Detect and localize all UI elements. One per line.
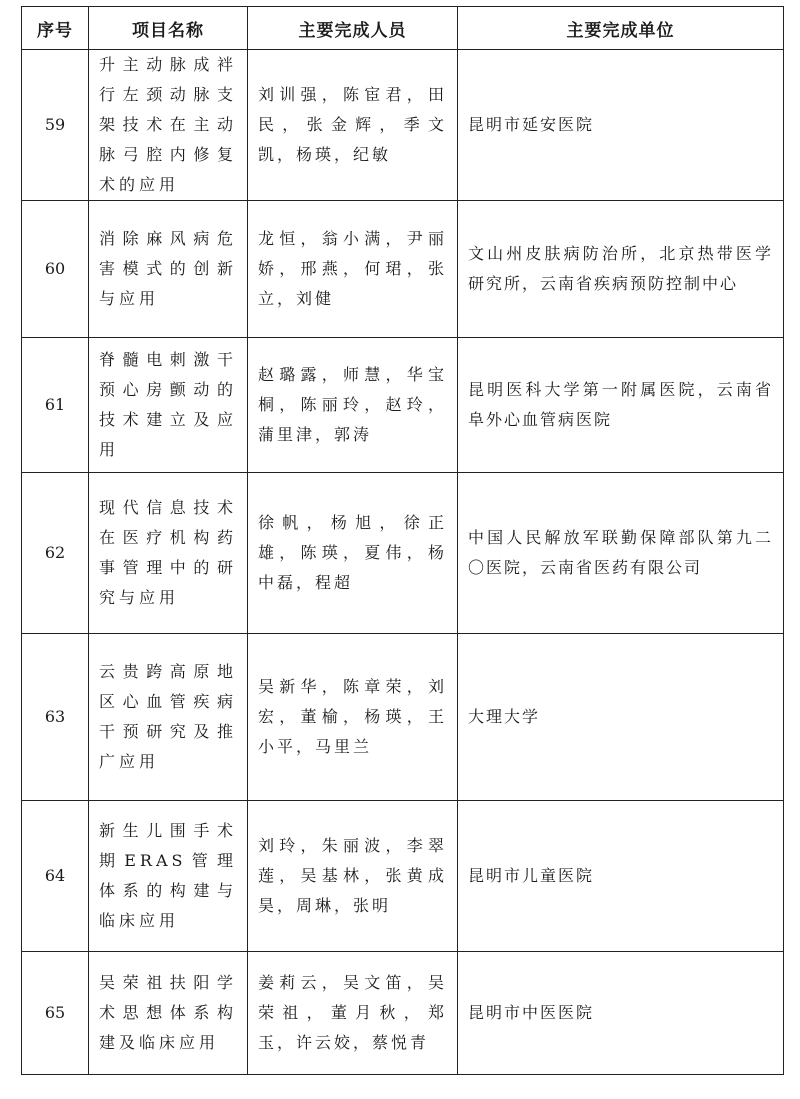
row-project-name: 新生儿围手术期ERAS管理体系的构建与临床应用: [89, 801, 248, 952]
row-seq: 62: [22, 473, 89, 634]
row-project-name: 现代信息技术在医疗机构药事管理中的研究与应用: [89, 473, 248, 634]
row-people: 徐帆，杨旭，徐正雄，陈瑛，夏伟，杨中磊，程超: [248, 473, 458, 634]
row-project-name: 升主动脉成袢行左颈动脉支架技术在主动脉弓腔内修复术的应用: [89, 50, 248, 201]
table-row: [22, 473, 784, 634]
table-row: [22, 801, 784, 952]
row-project-name: 消除麻风病危害模式的创新与应用: [89, 201, 248, 338]
table-row: [22, 952, 784, 1075]
row-unit: 昆明市儿童医院: [458, 801, 784, 952]
row-project-name: 吴荣祖扶阳学术思想体系构建及临床应用: [89, 952, 248, 1075]
row-project-name: 脊髓电刺激干预心房颤动的技术建立及应用: [89, 338, 248, 473]
header-row: [22, 7, 784, 50]
row-unit: 昆明市中医医院: [458, 952, 784, 1075]
header-project-name: 项目名称: [89, 7, 248, 50]
table-row: [22, 634, 784, 801]
row-people: 赵璐露，师慧，华宝桐，陈丽玲，赵玲，蒲里津，郭涛: [248, 338, 458, 473]
row-people: 吴新华，陈章荣，刘宏，董榆，杨瑛，王小平，马里兰: [248, 634, 458, 801]
table-row: [22, 338, 784, 473]
row-people: 龙恒，翁小满，尹丽娇，邢燕，何珺，张立，刘健: [248, 201, 458, 338]
row-unit: 昆明市延安医院: [458, 50, 784, 201]
header-seq: 序号: [22, 7, 89, 50]
row-seq: 65: [22, 952, 89, 1075]
row-seq: 63: [22, 634, 89, 801]
award-table: [21, 6, 784, 1075]
table-row: [22, 201, 784, 338]
table-row: [22, 50, 784, 201]
row-seq: 61: [22, 338, 89, 473]
row-unit: 昆明医科大学第一附属医院，云南省阜外心血管病医院: [458, 338, 784, 473]
row-unit: 中国人民解放军联勤保障部队第九二〇医院，云南省医药有限公司: [458, 473, 784, 634]
row-seq: 64: [22, 801, 89, 952]
row-unit: 文山州皮肤病防治所，北京热带医学研究所，云南省疾病预防控制中心: [458, 201, 784, 338]
header-main-people: 主要完成人员: [248, 7, 458, 50]
row-seq: 59: [22, 50, 89, 201]
row-seq: 60: [22, 201, 89, 338]
row-people: 姜莉云，吴文笛，吴荣祖，董月秋，郑玉，许云姣，蔡悦青: [248, 952, 458, 1075]
row-people: 刘玲，朱丽波，李翠莲，吴基林，张黄成昊，周琳，张明: [248, 801, 458, 952]
row-project-name: 云贵跨高原地区心血管疾病干预研究及推广应用: [89, 634, 248, 801]
header-main-unit: 主要完成单位: [458, 7, 784, 50]
row-people: 刘训强，陈宦君，田民，张金辉，季文凯，杨瑛，纪敏: [248, 50, 458, 201]
row-unit: 大理大学: [458, 634, 784, 801]
